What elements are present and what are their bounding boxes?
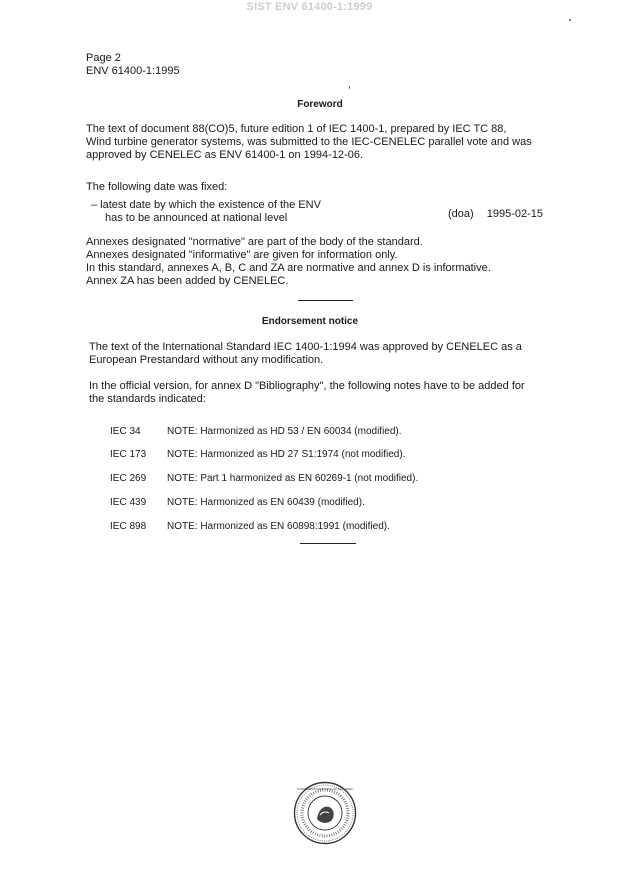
watermark-text: SIST ENV 61400-1:1999 <box>246 1 373 13</box>
speck-mark <box>569 19 571 21</box>
date-code: (doa) <box>448 208 474 220</box>
bibliography-paragraph <box>89 380 579 406</box>
section-divider <box>300 543 356 544</box>
date-intro: The following date was fixed: <box>86 181 228 193</box>
date-value-group <box>448 208 543 220</box>
text-line: European Prestandard without any modification. <box>89 354 324 366</box>
text-line: The text of document 88(CO)5, future edition 1 of IEC 1400-1, prepared by IEC TC 88, <box>86 123 507 135</box>
text-line: Annex ZA has been added by CENELEC. <box>86 275 289 287</box>
text-line: the standards indicated: <box>89 393 206 405</box>
note-text: NOTE: Harmonized as HD 27 S1:1974 (not modified). <box>167 449 406 460</box>
text-line: Annexes designated "informative" are given for information only. <box>86 249 398 261</box>
official-stamp-icon <box>293 781 357 845</box>
page-header <box>86 52 180 78</box>
date-item-line: – latest date by which the existence of the ENV <box>91 199 321 211</box>
note-text: NOTE: Part 1 harmonized as EN 60269-1 (not modified). <box>167 473 419 484</box>
note-standard: IEC 34 <box>110 426 141 437</box>
endorsement-title: Endorsement notice <box>261 316 359 327</box>
seal-ring-text: STANDARDS INSTITUTE OF SLOVENIA <box>297 787 353 791</box>
note-text: NOTE: Harmonized as EN 60898:1991 (modified). <box>167 521 390 532</box>
note-text: NOTE: Harmonized as HD 53 / EN 60034 (modified). <box>167 426 402 437</box>
note-standard: IEC 269 <box>110 473 147 484</box>
section-divider <box>298 300 353 301</box>
text-line: approved by CENELEC as ENV 61400-1 on 1994-12-06. <box>86 149 364 161</box>
date-item-line: has to be announced at national level <box>105 212 288 224</box>
note-standard: IEC 173 <box>110 449 147 460</box>
foreword-title: Foreword <box>297 99 343 110</box>
note-text: NOTE: Harmonized as EN 60439 (modified). <box>167 497 365 508</box>
note-standard: IEC 439 <box>110 497 147 508</box>
document-id: ENV 61400-1:1995 <box>86 65 180 77</box>
page-number: Page 2 <box>86 52 121 64</box>
text-line: In this standard, annexes A, B, C and ZA are normative and annex D is informative. <box>86 262 491 274</box>
foreword-paragraph <box>86 123 566 162</box>
note-standard: IEC 898 <box>110 521 147 532</box>
text-line: In the official version, for annex D "Bibliography", the following notes have to be added for <box>89 380 525 392</box>
speck-mark <box>349 86 350 89</box>
text-line: Annexes designated "normative" are part of the body of the standard. <box>86 236 423 248</box>
annex-paragraph <box>86 236 566 288</box>
text-line: Wind turbine generator systems, was submitted to the IEC-CENELEC parallel vote and was <box>86 136 532 148</box>
text-line: The text of the International Standard IEC 1400-1:1994 was approved by CENELEC as a <box>89 341 522 353</box>
date-value: 1995-02-15 <box>486 208 544 220</box>
endorsement-paragraph <box>89 341 569 367</box>
